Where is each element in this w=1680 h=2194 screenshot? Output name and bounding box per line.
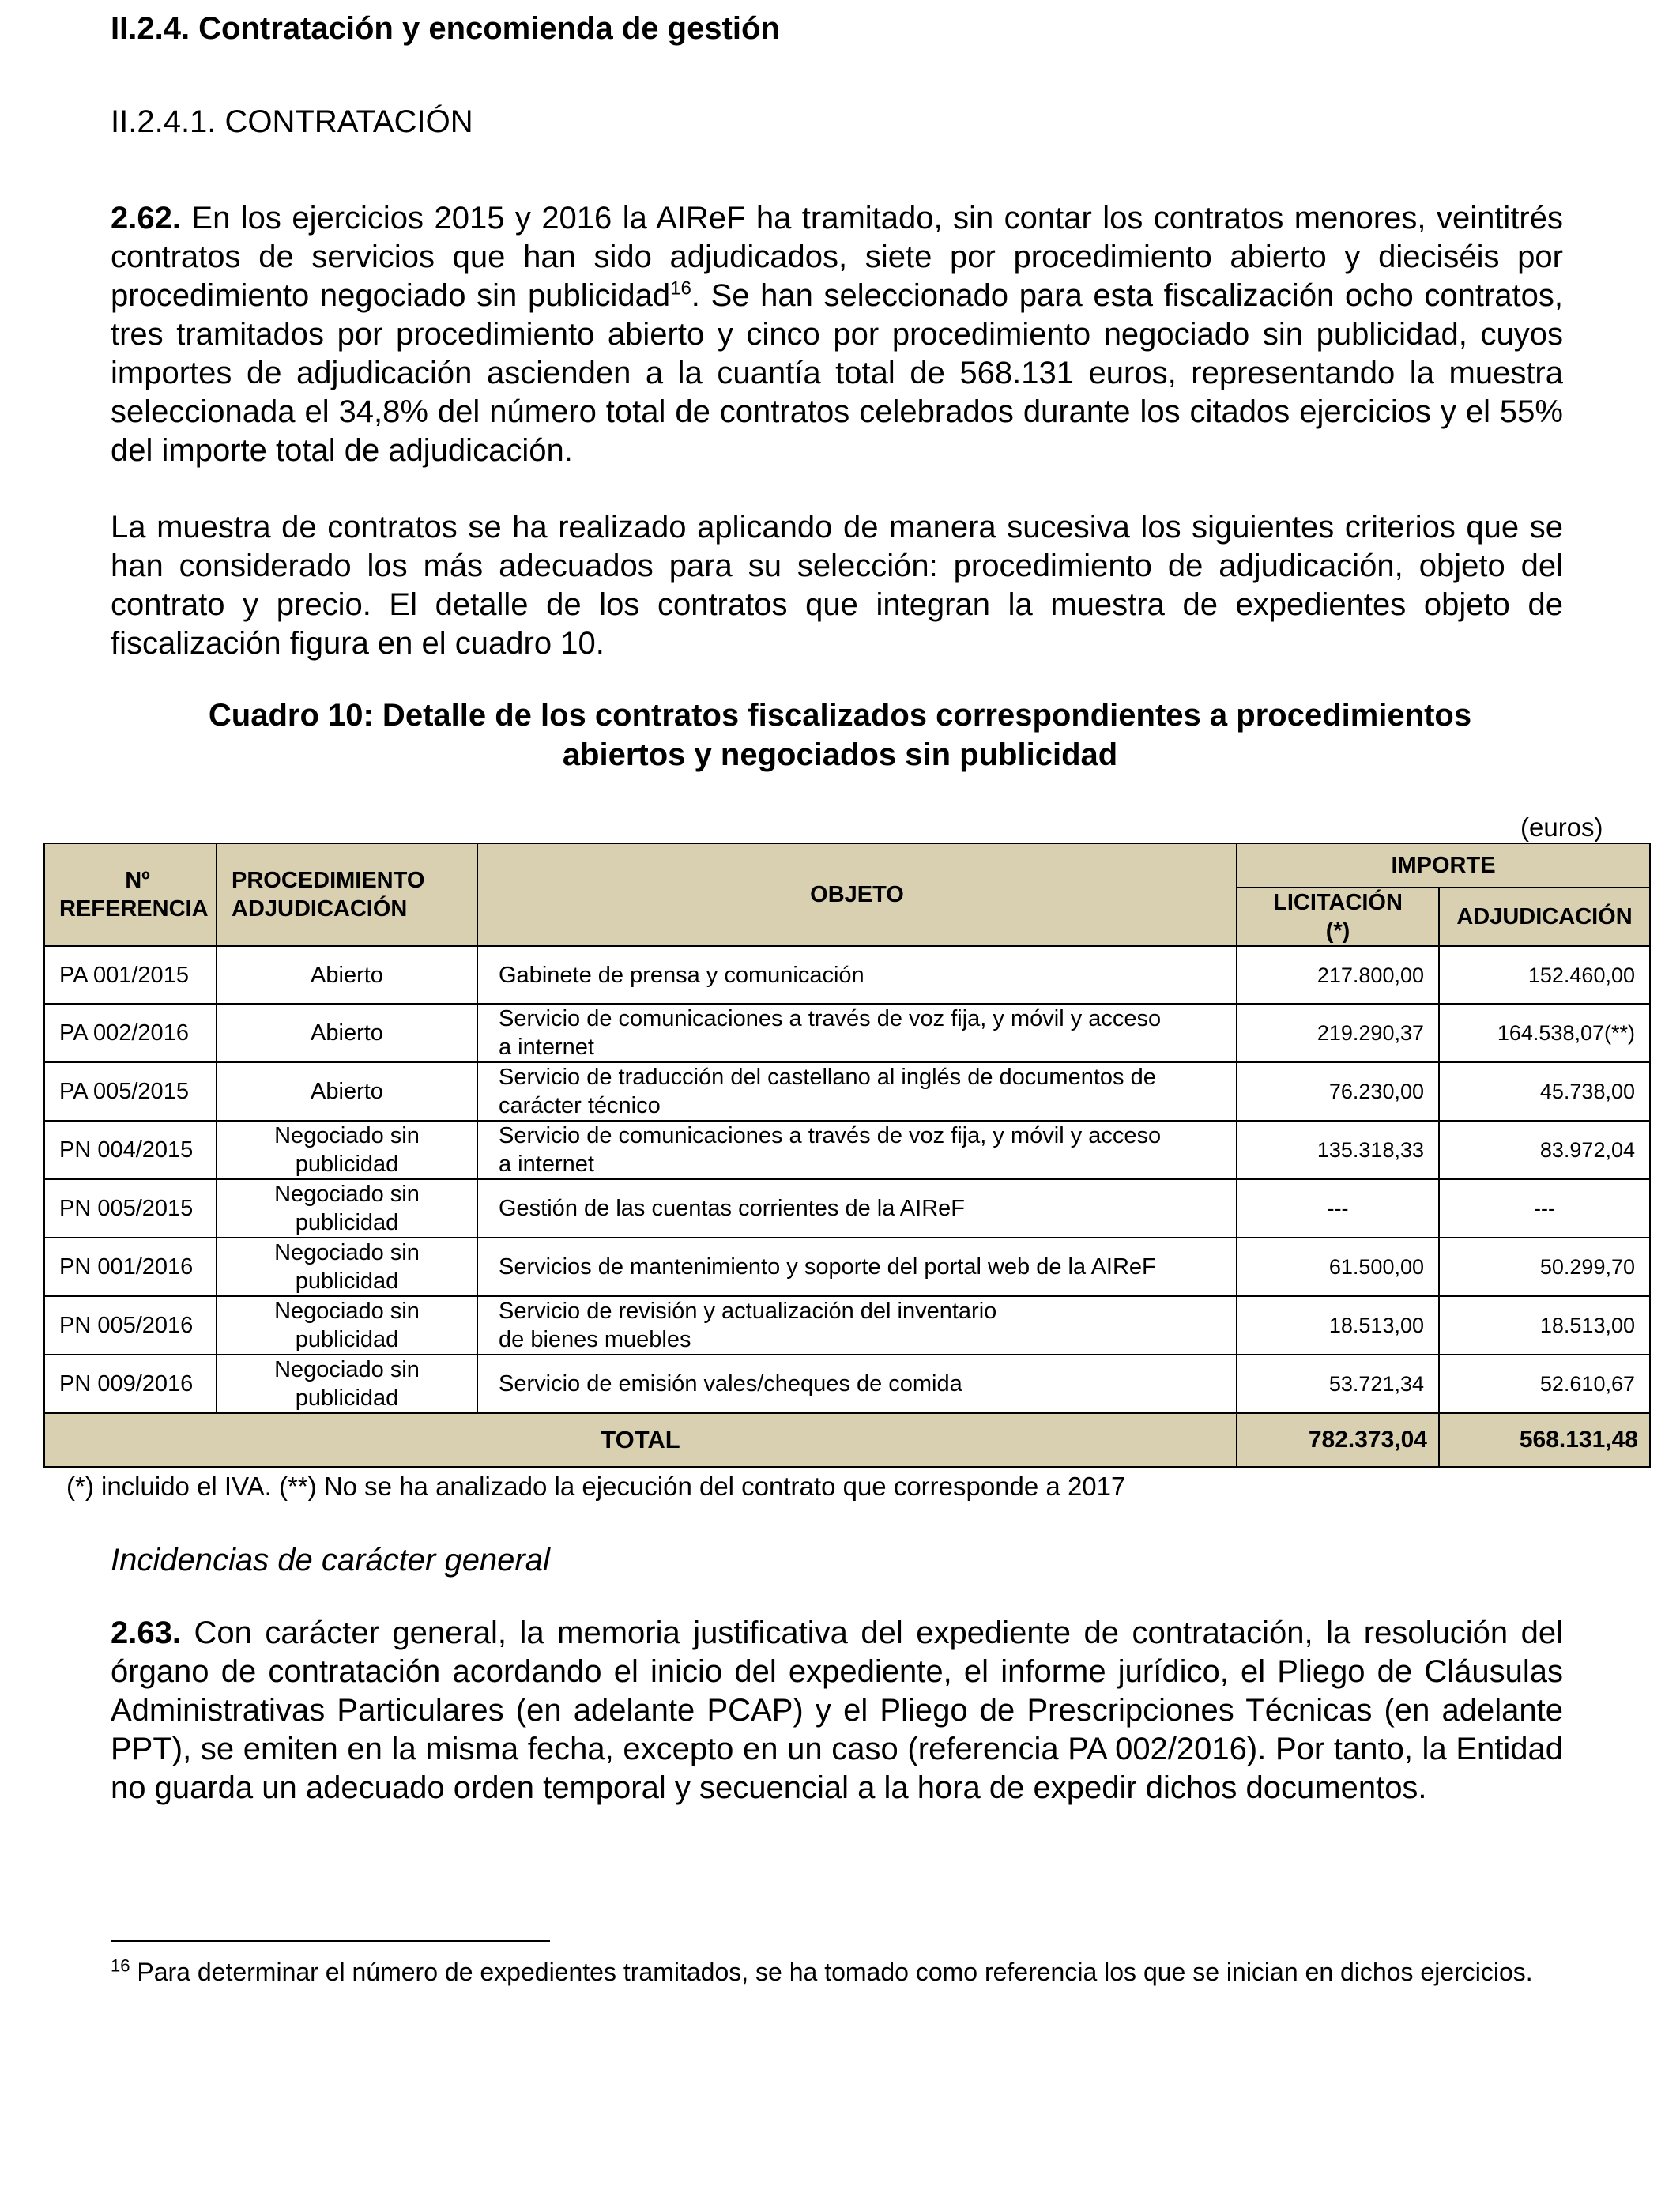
cell-referencia: PN 001/2016 xyxy=(44,1238,217,1296)
cell-objeto-line1: Servicio de revisión y actualización del inventario xyxy=(499,1299,997,1324)
header-licitacion-line1: LICITACIÓN xyxy=(1273,890,1403,915)
footnote xyxy=(111,1955,1563,1989)
cell-licitacion: 53.721,34 xyxy=(1237,1355,1439,1413)
paragraph-number: 2.62. xyxy=(111,201,181,236)
table-row xyxy=(44,1238,1650,1296)
header-objeto: OBJETO xyxy=(477,843,1237,946)
cell-adjudicacion: 45.738,00 xyxy=(1439,1062,1650,1121)
cell-licitacion: 135.318,33 xyxy=(1237,1121,1439,1179)
cell-procedimiento-line2: publicidad xyxy=(295,1210,399,1235)
cell-procedimiento xyxy=(217,1355,477,1413)
cell-objeto-line2: de bienes muebles xyxy=(499,1327,691,1352)
cell-adjudicacion: 50.299,70 xyxy=(1439,1238,1650,1296)
table-row xyxy=(44,1179,1650,1238)
cell-procedimiento-line1: Abierto xyxy=(311,1079,383,1104)
cell-procedimiento-line2: publicidad xyxy=(295,1385,399,1411)
cell-objeto-line1: Servicio de emisión vales/cheques de comida xyxy=(499,1371,962,1397)
footnote-reference[interactable]: 16 xyxy=(670,277,691,300)
cell-objeto xyxy=(477,946,1237,1004)
cell-procedimiento xyxy=(217,946,477,1004)
cell-objeto-line1: Gabinete de prensa y comunicación xyxy=(499,962,864,988)
header-procedimiento xyxy=(217,843,477,946)
cell-licitacion: 76.230,00 xyxy=(1237,1062,1439,1121)
cell-objeto xyxy=(477,1004,1237,1062)
cell-objeto xyxy=(477,1121,1237,1179)
cell-procedimiento-line1: Abierto xyxy=(311,962,383,988)
table-row xyxy=(44,1355,1650,1413)
cell-objeto-line2: a internet xyxy=(499,1035,594,1060)
cell-adjudicacion: 83.972,04 xyxy=(1439,1121,1650,1179)
cell-objeto-line1: Servicio de traducción del castellano al inglés de documentos de xyxy=(499,1065,1156,1090)
cell-procedimiento xyxy=(217,1062,477,1121)
contracts-table xyxy=(43,843,1651,1468)
paragraph-text: En los ejercicios 2015 y 2016 la AIReF ha tramitado, sin contar los contratos menores, veintitrés contratos de servicios que han sido adjudicados, siete por procedimiento abierto y dieciséis por procedimiento negociado sin publicidad xyxy=(111,201,1563,313)
cell-adjudicacion: 52.610,67 xyxy=(1439,1355,1650,1413)
cell-objeto xyxy=(477,1355,1237,1413)
table-row xyxy=(44,1121,1650,1179)
cell-procedimiento-line1: Negociado sin xyxy=(274,1182,420,1207)
cell-procedimiento-line2: publicidad xyxy=(295,1152,399,1177)
cell-licitacion: 219.290,37 xyxy=(1237,1004,1439,1062)
cell-referencia: PA 005/2015 xyxy=(44,1062,217,1121)
cell-adjudicacion: --- xyxy=(1439,1179,1650,1238)
header-importe: IMPORTE xyxy=(1237,843,1650,888)
paragraph-2-63 xyxy=(111,1614,1563,1808)
total-licitacion: 782.373,04 xyxy=(1237,1413,1439,1467)
table-row xyxy=(44,1296,1650,1355)
cell-procedimiento xyxy=(217,1296,477,1355)
cell-procedimiento-line2: publicidad xyxy=(295,1269,399,1294)
cell-objeto-line2: a internet xyxy=(499,1152,594,1177)
cell-objeto-line1: Gestión de las cuentas corrientes de la AIReF xyxy=(499,1196,965,1221)
footnote-number: 16 xyxy=(111,1955,130,1976)
table-note: (*) incluido el IVA. (**) No se ha analizado la ejecución del contrato que corresponde a 2017 xyxy=(66,1472,1126,1501)
cell-referencia: PA 002/2016 xyxy=(44,1004,217,1062)
footnote-text: Para determinar el número de expedientes tramitados, se ha tomado como referencia los que se inician en dichos ejercicios. xyxy=(130,1958,1533,1986)
header-licitacion xyxy=(1237,888,1439,946)
cell-licitacion: 61.500,00 xyxy=(1237,1238,1439,1296)
paragraph-muestra: La muestra de contratos se ha realizado aplicando de manera sucesiva los siguientes criterios que se han considerado los más adecuados para su selección: procedimiento de adjudicación, objeto del contrato y precio. El detalle de los contratos que integran la muestra de expedientes objeto de fiscalización figura en el cuadro 10. xyxy=(111,510,1563,661)
header-referencia xyxy=(44,843,217,946)
cell-procedimiento xyxy=(217,1004,477,1062)
cell-procedimiento-line1: Negociado sin xyxy=(274,1357,420,1382)
total-label: TOTAL xyxy=(44,1413,1237,1467)
header-referencia-line2: REFERENCIA xyxy=(59,896,209,922)
cell-licitacion: --- xyxy=(1237,1179,1439,1238)
paragraph-2-62 xyxy=(111,199,1563,470)
cell-referencia: PN 004/2015 xyxy=(44,1121,217,1179)
table-row xyxy=(44,1062,1650,1121)
cell-objeto-line1: Servicio de comunicaciones a través de voz fija, y móvil y acceso xyxy=(499,1006,1162,1031)
cell-procedimiento-line1: Negociado sin xyxy=(274,1299,420,1324)
cell-licitacion: 18.513,00 xyxy=(1237,1296,1439,1355)
cell-objeto xyxy=(477,1296,1237,1355)
total-row xyxy=(44,1413,1650,1467)
cell-procedimiento-line1: Negociado sin xyxy=(274,1240,420,1265)
cell-objeto-line1: Servicio de comunicaciones a través de voz fija, y móvil y acceso xyxy=(499,1123,1162,1148)
paragraph-text: Con carácter general, la memoria justificativa del expediente de contratación, la resolución del órgano de contratación acordando el inicio del expediente, el informe jurídico, el Pliego de Cláusulas Administrativas Particulares (en adelante PCAP) y el Pliego de Prescripciones Técnicas (en adelante PPT), se emiten en la misma fecha, excepto en un caso (referencia PA 002/2016). Por tanto, la Entidad no guarda un adecuado orden temporal y secuencial a la hora de expedir dichos documentos. xyxy=(111,1615,1563,1805)
cell-procedimiento xyxy=(217,1121,477,1179)
header-adjudicacion: ADJUDICACIÓN xyxy=(1439,888,1650,946)
table-caption-line2: abiertos y negociados sin publicidad xyxy=(562,737,1118,772)
cell-procedimiento-line1: Negociado sin xyxy=(274,1123,420,1148)
cell-objeto xyxy=(477,1062,1237,1121)
paragraph-number: 2.63. xyxy=(111,1615,181,1650)
footnote-separator xyxy=(111,1940,550,1942)
cell-procedimiento xyxy=(217,1179,477,1238)
cell-referencia: PA 001/2015 xyxy=(44,946,217,1004)
cell-referencia: PN 005/2016 xyxy=(44,1296,217,1355)
table-units: (euros) xyxy=(1520,812,1603,842)
paragraph-text: . Se han seleccionado para esta fiscalización ocho contratos, tres tramitados por procedimiento abierto y cinco por procedimiento negociado sin publicidad, cuyos importes de adjudicación ascienden a la cuantía total de 568.131 euros, representando la muestra seleccionada el 34,8% del número total de contratos celebrados durante los citados ejercicios y el 55% del importe total de adjudicación. xyxy=(111,278,1563,468)
cell-procedimiento-line2: publicidad xyxy=(295,1327,399,1352)
cell-procedimiento xyxy=(217,1238,477,1296)
cell-adjudicacion: 164.538,07(**) xyxy=(1439,1004,1650,1062)
cell-adjudicacion: 18.513,00 xyxy=(1439,1296,1650,1355)
total-adjudicacion: 568.131,48 xyxy=(1439,1413,1650,1467)
cell-objeto-line1: Servicios de mantenimiento y soporte del portal web de la AIReF xyxy=(499,1254,1156,1280)
cell-licitacion: 217.800,00 xyxy=(1237,946,1439,1004)
table-row xyxy=(44,946,1650,1004)
header-licitacion-line2: (*) xyxy=(1325,918,1350,944)
table-caption xyxy=(111,696,1569,775)
table-row xyxy=(44,1004,1650,1062)
header-procedimiento-line2: ADJUDICACIÓN xyxy=(232,896,408,922)
cell-procedimiento-line1: Abierto xyxy=(311,1020,383,1046)
table-caption-line1: Cuadro 10: Detalle de los contratos fiscalizados correspondientes a procedimientos xyxy=(208,698,1472,733)
subsection-title: II.2.4.1. CONTRATACIÓN xyxy=(111,104,473,139)
cell-referencia: PN 005/2015 xyxy=(44,1179,217,1238)
cell-objeto xyxy=(477,1179,1237,1238)
header-referencia-line1: Nº xyxy=(125,868,150,893)
header-procedimiento-line1: PROCEDIMIENTO xyxy=(232,868,425,893)
cell-adjudicacion: 152.460,00 xyxy=(1439,946,1650,1004)
cell-referencia: PN 009/2016 xyxy=(44,1355,217,1413)
table-body xyxy=(44,946,1650,1467)
cell-objeto xyxy=(477,1238,1237,1296)
section-title: II.2.4. Contratación y encomienda de gestión xyxy=(111,11,780,46)
cell-objeto-line2: carácter técnico xyxy=(499,1093,661,1118)
incidencias-heading: Incidencias de carácter general xyxy=(111,1543,550,1578)
